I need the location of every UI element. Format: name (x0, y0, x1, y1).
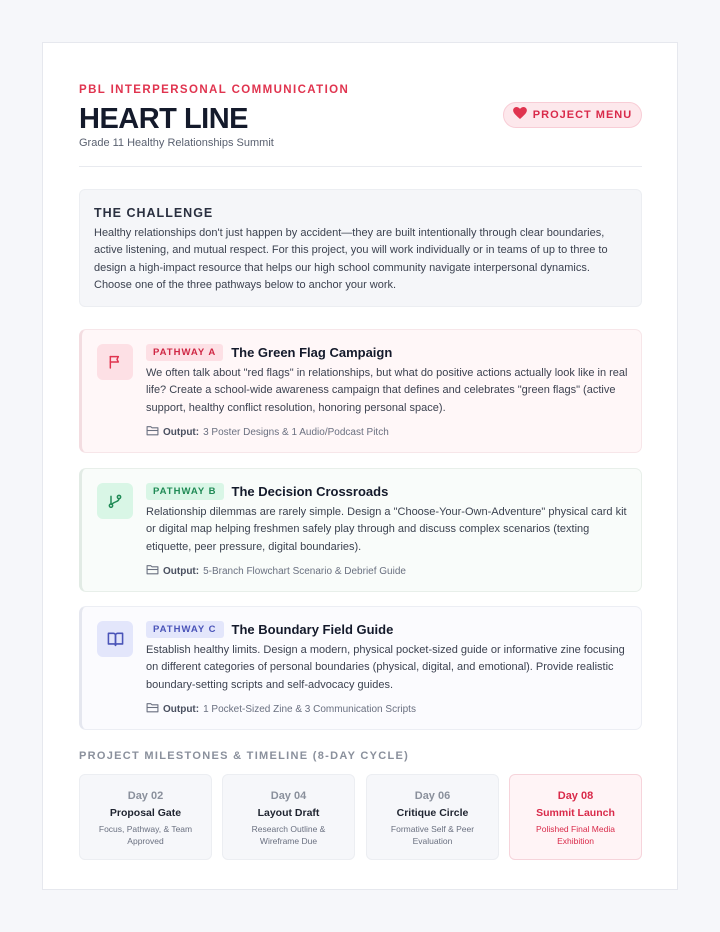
pathway-tag: PATHWAY C (146, 621, 224, 638)
pathway-card-c[interactable] (79, 606, 642, 730)
challenge-panel (79, 189, 642, 307)
milestone-day: Day 02 (127, 790, 164, 802)
page-title: HEART LINE (79, 103, 248, 135)
pathway-tag: PATHWAY B (146, 483, 224, 500)
pathway-title: The Boundary Field Guide (231, 622, 394, 637)
branch-icon (97, 483, 133, 519)
folder-icon (146, 564, 159, 578)
project-menu-button[interactable] (503, 102, 642, 128)
pathway-title: The Decision Crossroads (231, 484, 389, 499)
book-icon (97, 621, 133, 657)
challenge-body: Healthy relationships don't just happen by accident—they are built intentionally through clear boundaries, active listening, and mutual respect. For this project, you will work individually or in teams of up to three to design a high-impact resource that helps our high school community navigate interpersonal dynamics. Choose one of the three pathways below to anchor your work. (94, 227, 608, 291)
milestone-name: Summit Launch (536, 807, 615, 819)
pathway-output (146, 564, 406, 578)
heart-icon (513, 106, 527, 124)
milestone-note: Focus, Pathway, & Team Approved (98, 824, 193, 846)
milestone-card-final (509, 774, 642, 860)
milestone-name: Proposal Gate (109, 807, 182, 819)
milestones-heading: PROJECT MILESTONES & TIMELINE (8-DAY CYCLE) (79, 750, 410, 762)
milestone-name: Critique Circle (396, 807, 469, 819)
page-subtitle: Grade 11 Healthy Relationships Summit (79, 137, 274, 149)
output-label: Output: (163, 703, 200, 715)
output-label: Output: (163, 426, 200, 438)
milestone-card (79, 774, 212, 860)
pathway-output (146, 425, 389, 439)
pathway-tag: PATHWAY A (146, 344, 223, 361)
header-divider (79, 166, 642, 167)
pathway-card-b[interactable] (79, 468, 642, 592)
course-kicker: PBL INTERPERSONAL COMMUNICATION (79, 84, 350, 96)
pathway-card-a[interactable] (79, 329, 642, 453)
challenge-heading: THE CHALLENGE (94, 206, 214, 220)
output-value: 3 Poster Designs & 1 Audio/Podcast Pitch (203, 426, 389, 438)
milestone-day: Day 06 (414, 790, 451, 802)
milestone-day: Day 04 (270, 790, 307, 802)
milestone-note: Formative Self & Peer Evaluation (390, 824, 475, 846)
output-value: 1 Pocket-Sized Zine & 3 Communication Scripts (203, 703, 416, 715)
folder-icon (146, 425, 159, 439)
folder-icon (146, 702, 159, 716)
pathway-description: Relationship dilemmas are rarely simple. Design a "Choose-Your-Own-Adventure" physical card kit or digital map helping freshmen safely play through and discuss complex scenarios (texting etiquette, peer pressure, digital boundaries). (146, 506, 627, 553)
pathway-output (146, 702, 416, 716)
milestone-note: Polished Final Media Exhibition (536, 824, 615, 846)
output-value: 5-Branch Flowchart Scenario & Debrief Guide (203, 565, 406, 577)
pathway-description: We often talk about "red flags" in relationships, but what do positive actions actually look like in real life? Create a school-wide awareness campaign that defines and celebrates "green flags" (active support, healthy conflict resolution, honoring personal space). (146, 367, 628, 414)
pathway-title: The Green Flag Campaign (231, 345, 393, 360)
milestone-day: Day 08 (557, 790, 594, 802)
output-label: Output: (163, 565, 200, 577)
milestone-name: Layout Draft (257, 807, 320, 819)
pathway-description: Establish healthy limits. Design a modern, physical pocket-sized guide or informative zine focusing on different categories of personal boundaries (physical, digital, and emotional). Provide realistic boundary-setting scripts and self-advocacy guides. (146, 644, 625, 691)
project-menu-label: PROJECT MENU (532, 109, 633, 121)
document-page (42, 42, 678, 890)
milestone-card (366, 774, 499, 860)
milestone-note: Research Outline & Wireframe Due (251, 824, 326, 846)
milestone-card (222, 774, 355, 860)
flag-icon (97, 344, 133, 380)
